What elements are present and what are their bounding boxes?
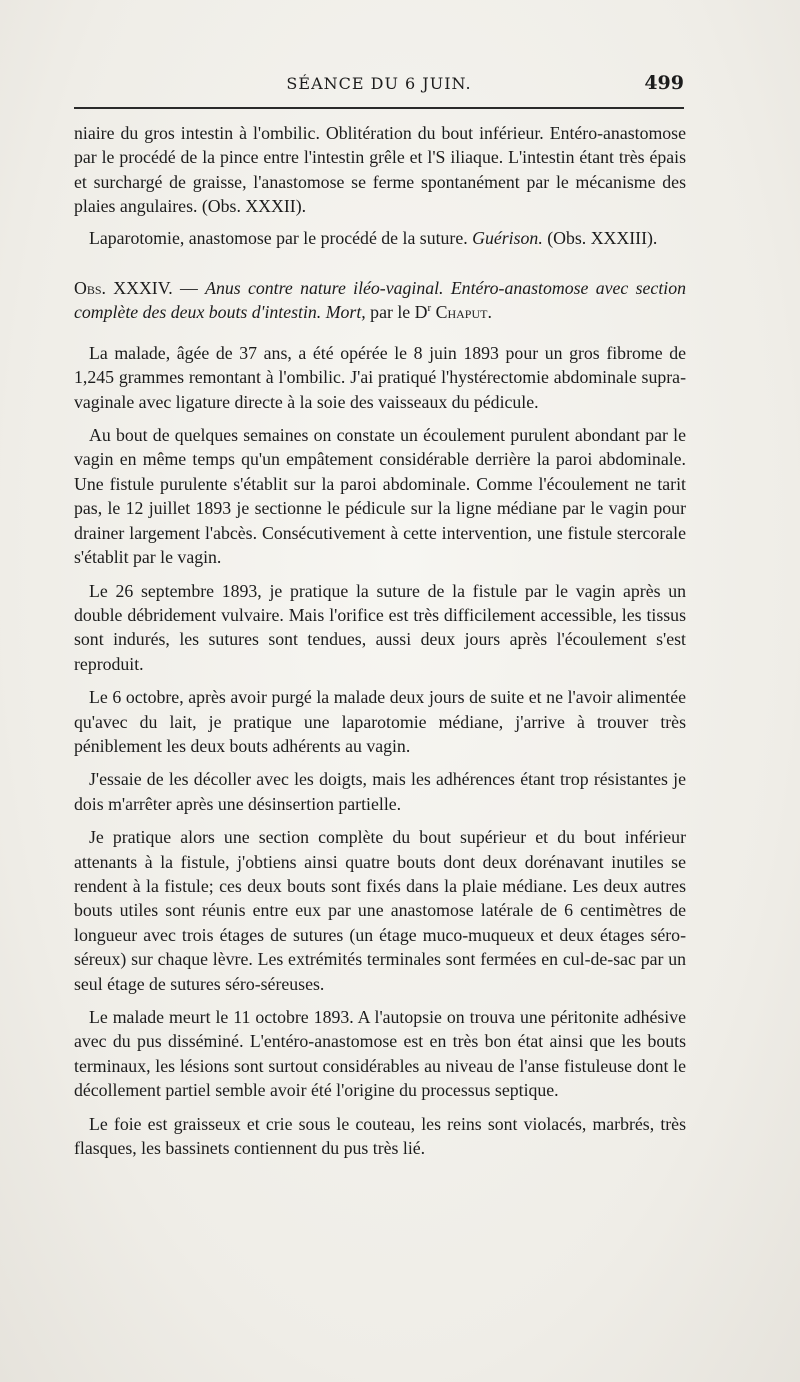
paragraph-laparotomie — [74, 226, 686, 250]
paragraph-jessaie: J'essaie de les décoller avec les doigts, mais les adhérences étant trop résistantes je dois m'arrêter après une désinsertion partielle. — [74, 769, 686, 814]
paragraph-je-pratique: Je pratique alors une section complète du bout supérieur et du bout inférieur attenants à la fistule, j'obtiens ainsi quatre bouts dont deux dorénavant inutiles se rendent à la fistule; ces deux bouts sont fixés dans la plaie médiane. Les deux autres bouts utiles sont réunis entre eux par une anastomose latérale de 6 centimètres de longueur avec trois étages de sutures (un étage muco-muqueux et deux étages séro-séreux) sur chaque lèvre. Les extrémités terminales sont fermées en cul-de-sac par un seul étage de sutures séro-séreuses. — [74, 827, 686, 994]
page-header — [74, 72, 684, 96]
observation-by: par le — [370, 302, 411, 323]
paragraph-malade-meurt: Le malade meurt le 11 octobre 1893. A l'autopsie on trouva une péritonite adhésive avec du pus disséminé. L'entéro-anastomose est en très bon état ainsi que les bouts terminaux, les lésions sont surtout considérables au niveau de l'anse fistuleuse dont le décollement partiel semble avoir été l'origine du processus septique. — [74, 1007, 686, 1101]
paragraph-au-bout: Au bout de quelques semaines on constate un écoulement purulent abondant par le vagin en même temps qu'un empâtement considérable derrière la paroi abdominale. Une fistule purulente s'établit sur la paroi abdominale. Comme l'écoulement ne tarit pas, le 12 juillet 1893 je sectionne le pédicule sur la ligne médiane par le vagin pour drainer largement l'abcès. Consécutivement à cette intervention, une fistule stercorale s'établit par le vagin. — [74, 425, 686, 568]
observation-author: Chaput. — [435, 302, 492, 323]
running-head: SÉANCE DU 6 JUIN. — [286, 74, 472, 93]
observation-label: Obs. XXXIV. — [74, 278, 173, 299]
page-number: 499 — [644, 72, 684, 94]
observation-title: Anus contre nature iléo-vaginal. Entéro-anastomose avec section complète des deux bouts d'intestin. Mort, — [74, 278, 686, 323]
paragraph-malade: La malade, âgée de 37 ans, a été opérée le 8 juin 1893 pour un gros fibrome de 1,245 grammes remontant à l'ombilic. J'ai pratiqué l'hystérectomie abdominale supra-vaginale avec ligature directe à la soie des vaisseaux du pédicule. — [74, 342, 686, 412]
paragraph-laparotomie-text: Laparotomie, anastomose par le procédé de la suture. — [89, 227, 468, 248]
paragraph-6-octobre: Le 6 octobre, après avoir purgé la malade deux jours de suite et ne l'avoir alimentée qu'avec du lait, je pratique une laparotomie médiane, j'arrive à trouver très péniblement les deux bouts adhérents au vagin. — [74, 687, 686, 756]
result-guerison: Guérison. — [472, 227, 543, 248]
body-text — [74, 121, 686, 1160]
paragraph-26-septembre: Le 26 septembre 1893, je pratique la suture de la fistule par le vagin après un double débridement vulvaire. Mais l'orifice est très difficilement accessible, les tissus sont indurés, les sutures sont tendues, aussi deux jours après l'écoulement s'est reproduit. — [74, 580, 686, 674]
paragraph-continuation: niaire du gros intestin à l'ombilic. Oblitération du bout inférieur. Entéro-anastomose par le procédé de la pince entre l'intestin grêle et l'S iliaque. L'intestin étant très épais et surchargé de graisse, l'anastomose se ferme spontanément par le mécanisme des plaies angulaires. (Obs. XXXII). — [74, 123, 686, 217]
header-rule — [74, 107, 684, 109]
paragraph-foie: Le foie est graisseux et crie sous le couteau, les reins sont violacés, marbrés, très flasques, les bassinets contiennent du pus très lié. — [74, 1113, 686, 1159]
obs-reference: (Obs. XXXIII). — [547, 227, 658, 248]
observation-heading — [74, 276, 686, 325]
observation-dr: D — [414, 302, 428, 323]
observation-dr-sup: r — [427, 302, 432, 315]
observation-dash: — — [180, 278, 198, 299]
